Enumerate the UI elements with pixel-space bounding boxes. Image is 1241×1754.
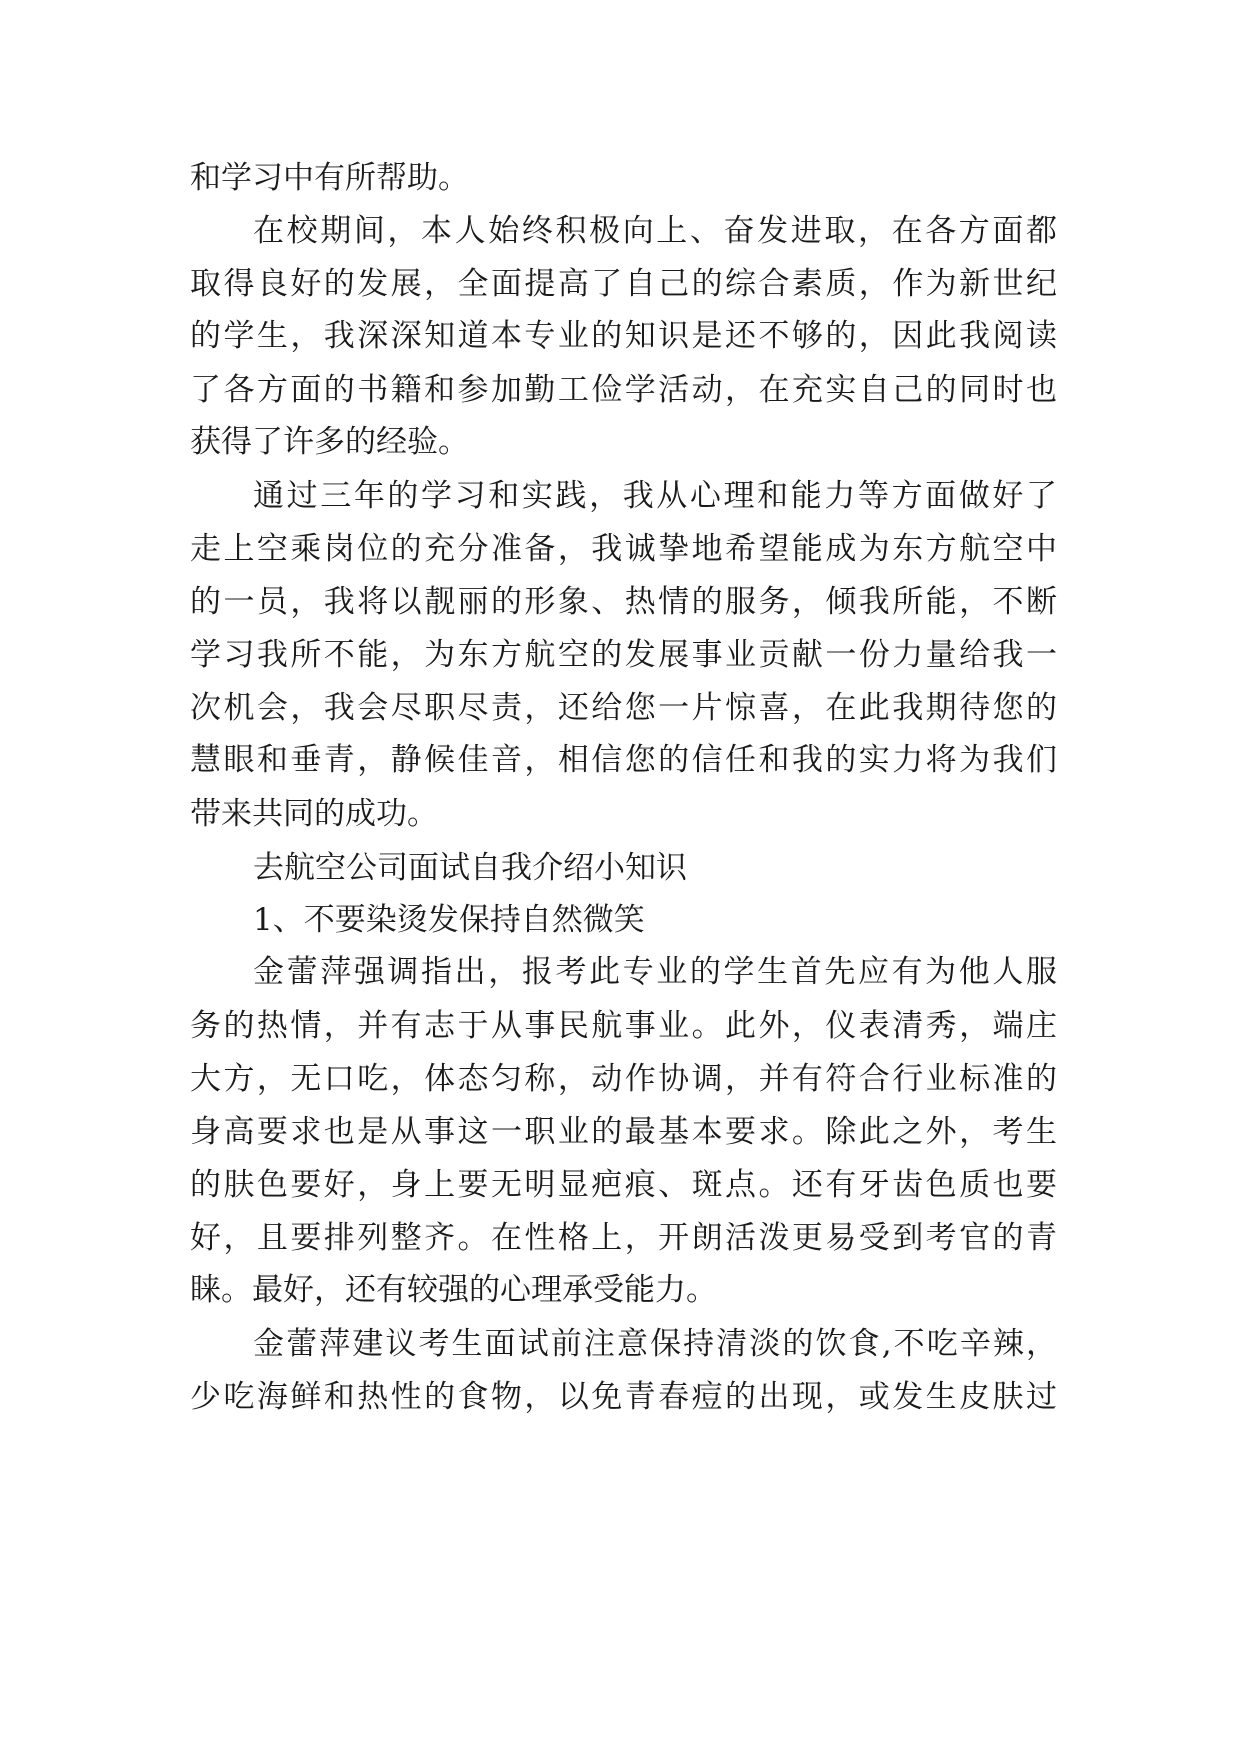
- text-line: 金蕾萍强调指出，报考此专业的学生首先应有为他人服: [253, 954, 1057, 990]
- text-line: 在校期间，本人始终积极向上、奋发进取，在各方面都: [253, 213, 1057, 249]
- text-line: 走上空乘岗位的充分准备，我诚挚地希望能成为东方航空中: [190, 531, 1057, 567]
- text-line: 的一员，我将以靓丽的形象、热情的服务，倾我所能，不断: [190, 584, 1057, 620]
- text-line: 带来共同的成功。: [190, 796, 438, 832]
- text-line: 好，且要排列整齐。在性格上，开朗活泼更易受到考官的青: [190, 1220, 1057, 1256]
- text-line: 和学习中有所帮助。: [190, 160, 469, 196]
- text-line: 睐。最好，还有较强的心理承受能力。: [190, 1272, 717, 1308]
- text-line: 务的热情，并有志于从事民航事业。此外，仪表清秀，端庄: [190, 1008, 1057, 1044]
- text-line: 少吃海鲜和热性的食物，以免青春痘的出现，或发生皮肤过: [190, 1379, 1057, 1415]
- text-line: 去航空公司面试自我介绍小知识: [253, 850, 687, 886]
- text-line: 的肤色要好，身上要无明显疤痕、斑点。还有牙齿色质也要: [190, 1167, 1057, 1203]
- text-line: 大方，无口吃，体态匀称，动作协调，并有符合行业标准的: [190, 1061, 1057, 1097]
- text-line: 慧眼和垂青，静候佳音，相信您的信任和我的实力将为我们: [190, 742, 1057, 778]
- text-line: 1、不要染烫发保持自然微笑: [253, 902, 645, 938]
- text-line: 的学生，我深深知道本专业的知识是还不够的，因此我阅读: [190, 318, 1057, 354]
- text-line: 取得良好的发展，全面提高了自己的综合素质，作为新世纪: [190, 266, 1057, 302]
- text-line: 了各方面的书籍和参加勤工俭学活动，在充实自己的同时也: [190, 372, 1057, 408]
- text-line: 金蕾萍建议考生面试前注意保持清淡的饮食,不吃辛辣，: [253, 1326, 1057, 1362]
- text-line: 次机会，我会尽职尽责，还给您一片惊喜，在此我期待您的: [190, 690, 1057, 726]
- text-line: 通过三年的学习和实践，我从心理和能力等方面做好了: [253, 478, 1057, 514]
- text-line: 获得了许多的经验。: [190, 424, 469, 460]
- text-line: 学习我所不能，为东方航空的发展事业贡献一份力量给我一: [190, 637, 1057, 673]
- text-line: 身高要求也是从事这一职业的最基本要求。除此之外，考生: [190, 1114, 1057, 1150]
